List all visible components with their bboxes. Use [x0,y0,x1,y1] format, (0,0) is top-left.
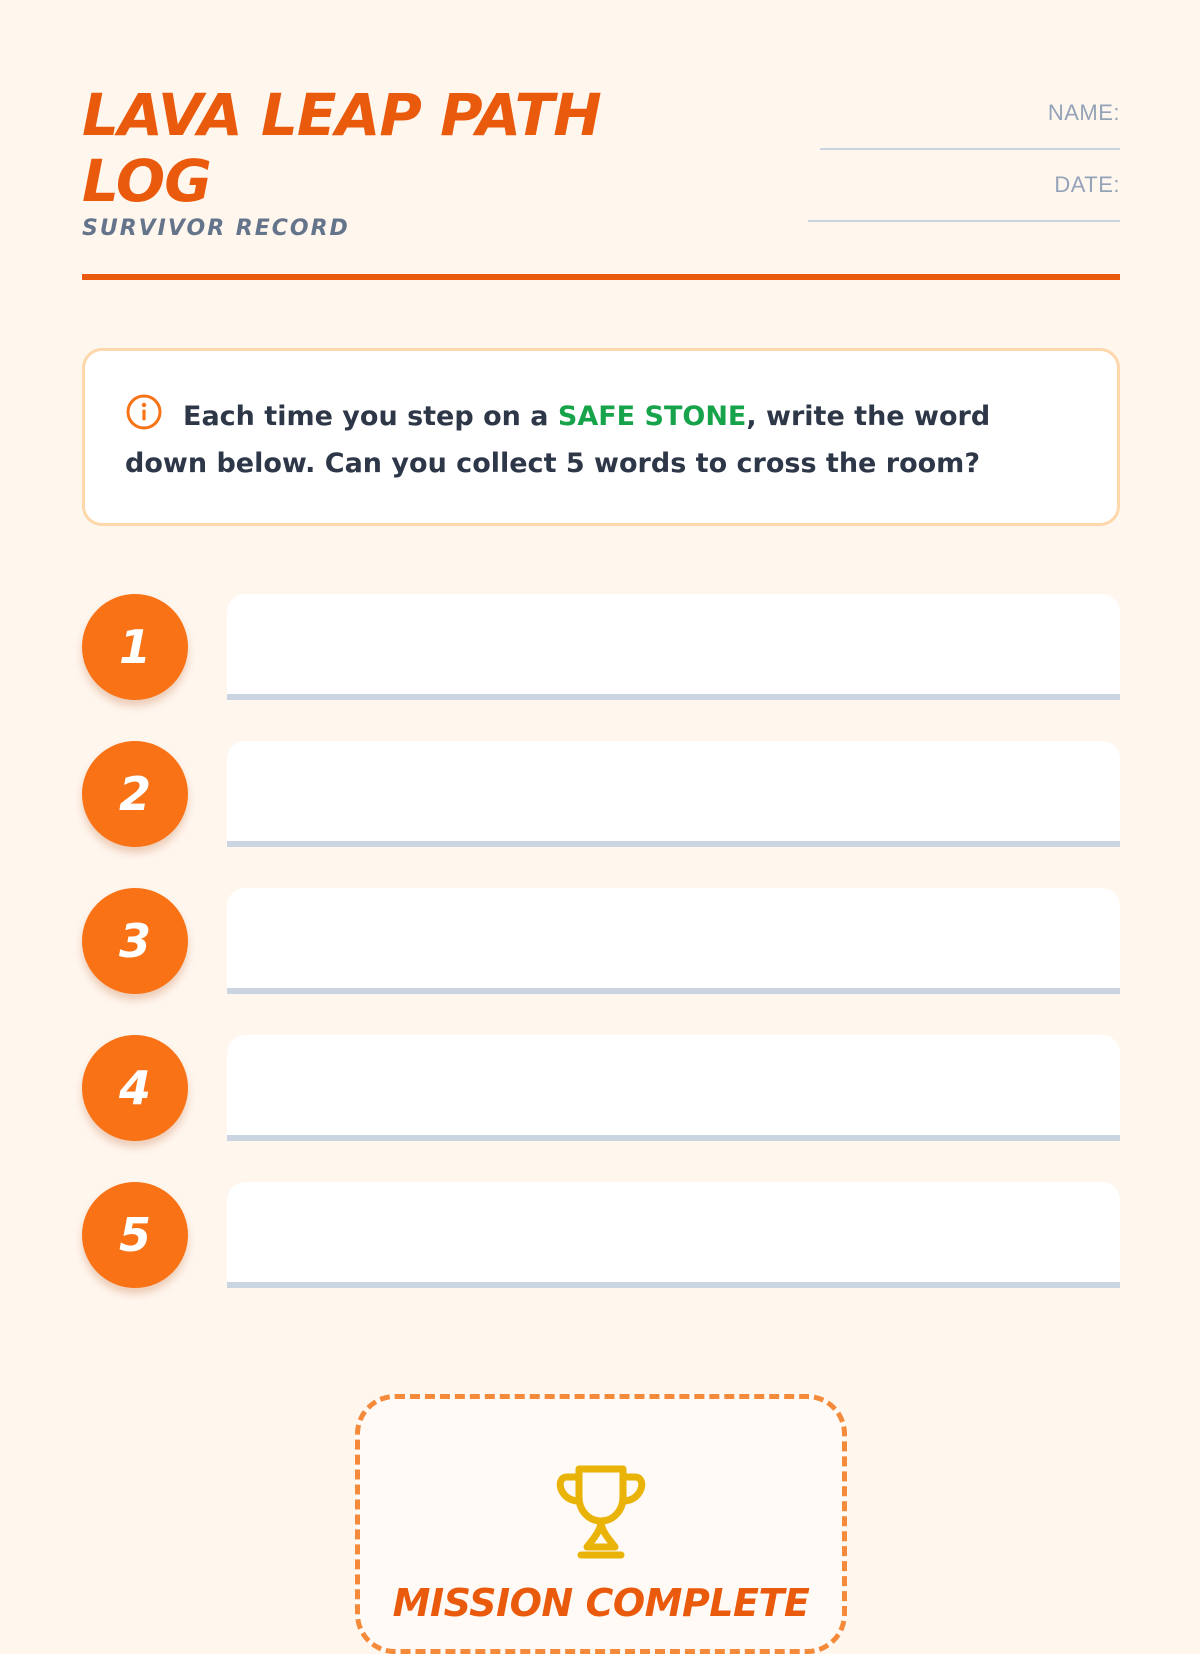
page-title: LAVA LEAP PATH LOG [82,81,601,215]
word-row [82,1035,1120,1141]
info-circle-icon [125,393,163,431]
mission-complete-label: MISSION COMPLETE [392,1581,810,1625]
page-subtitle: SURVIVOR RECORD [82,216,350,241]
word-answer-field[interactable] [227,888,1120,994]
instructions-text-end: , write the word down below. Can you collect 5 words to cross the room? [125,401,991,479]
instructions-text-start: Each time you step on a [183,401,558,432]
row-number-badge: 5 [82,1182,188,1288]
header [82,82,1120,280]
word-row [82,888,1120,994]
trophy-icon [551,1461,651,1561]
row-number-badge: 1 [82,594,188,700]
instructions-highlight: SAFE STONE [557,401,747,432]
name-field-line[interactable] [820,148,1120,150]
row-number-badge: 4 [82,1035,188,1141]
name-label: NAME: [1047,100,1120,125]
date-label: DATE: [1054,172,1120,197]
mission-complete-box [355,1394,847,1654]
word-row [82,741,1120,847]
word-row [82,1182,1120,1288]
word-row [82,594,1120,700]
word-answer-field[interactable] [227,594,1120,700]
row-number-badge: 3 [82,888,188,994]
meta-fields [800,100,1120,222]
word-answer-field[interactable] [227,1035,1120,1141]
row-number-badge: 2 [82,741,188,847]
instructions-box [82,348,1120,526]
date-field-line[interactable] [808,220,1120,222]
word-answer-field[interactable] [227,741,1120,847]
word-answer-field[interactable] [227,1182,1120,1288]
word-list [82,594,1120,1329]
